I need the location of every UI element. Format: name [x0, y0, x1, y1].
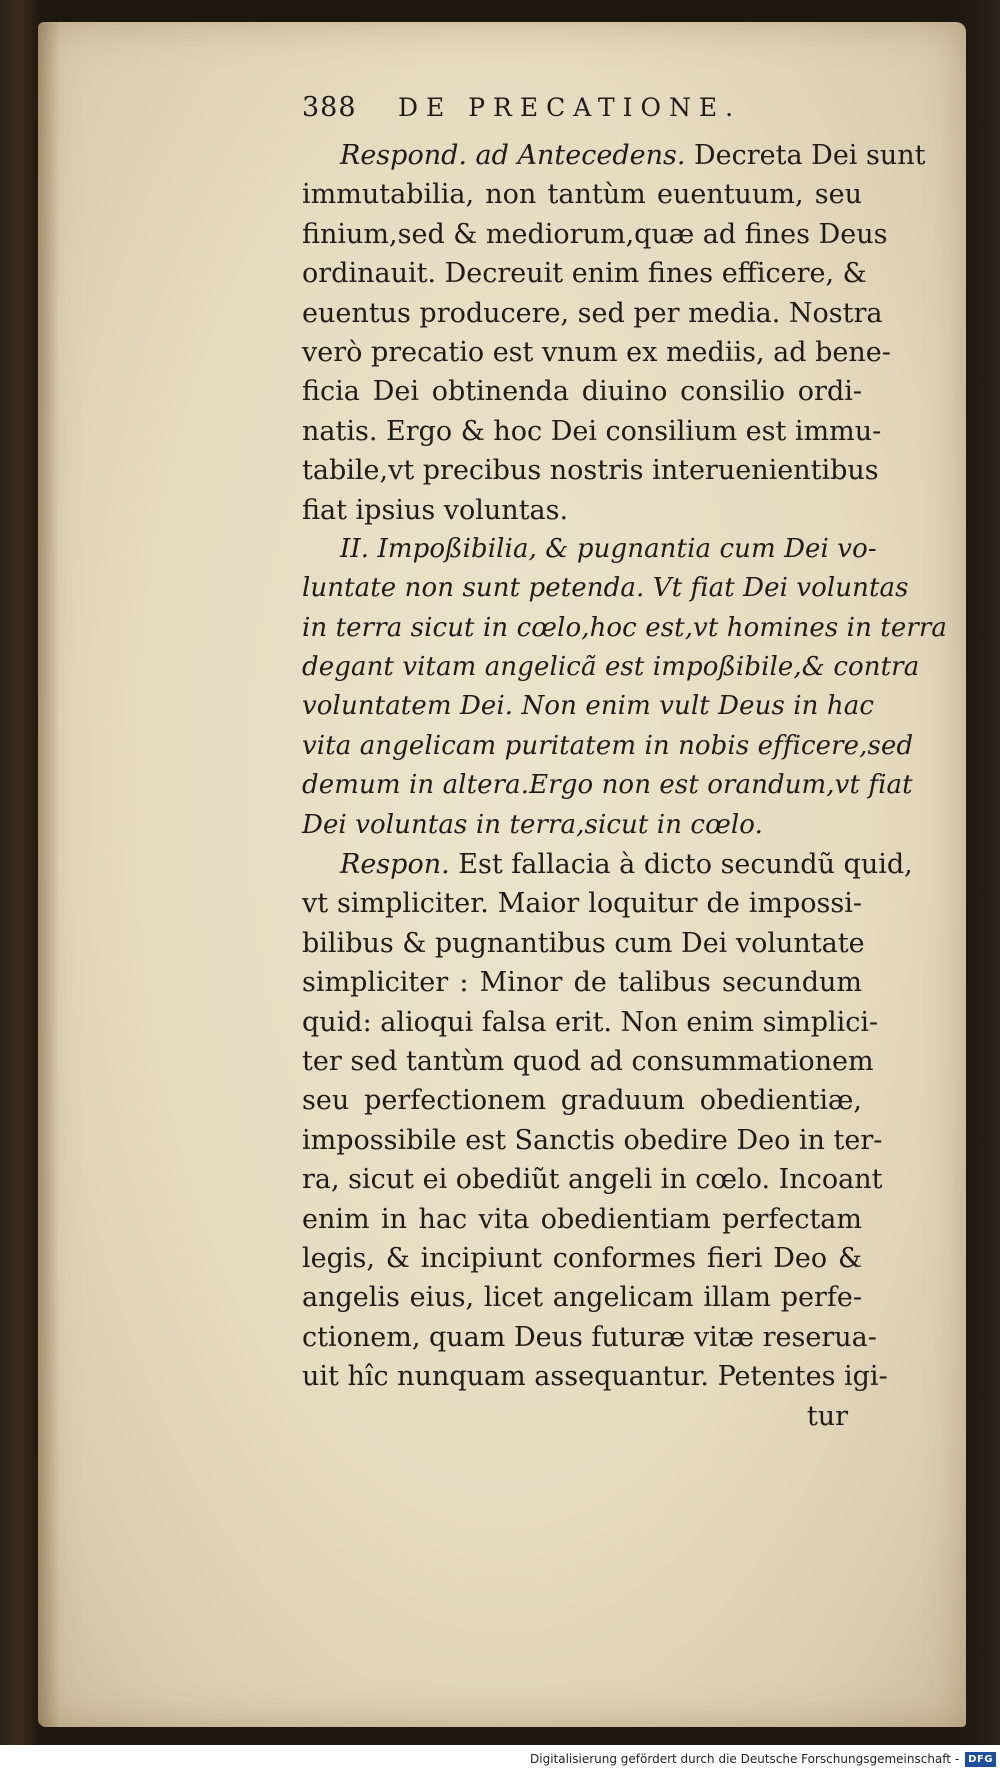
page-binding-shadow: [38, 22, 60, 1727]
line-text: impossibile est Sanctis obedire Deo in ter-: [302, 1124, 883, 1156]
line-text: ordinauit. Decreuit enim fines efficere, &: [302, 258, 867, 290]
line-text: euentus producere, sed per media. Nostra: [302, 297, 883, 329]
line-text: Dei voluntas in terra,sicut in cœlo.: [302, 809, 763, 840]
line-text: in terra sicut in cœlo,hoc est,vt homines in terra: [302, 612, 947, 643]
text-line: [302, 569, 909, 608]
text-line: [302, 136, 926, 175]
text-line: [302, 687, 874, 726]
line-text: angelis eius, licet angelicam illam perfe-: [302, 1282, 862, 1314]
text-line: [302, 1318, 877, 1357]
line-text: degant vitam angelicã est impoßibile,& contra: [302, 652, 920, 683]
text-block: [302, 78, 947, 1436]
footer-credit: Digitalisierung gefördert durch die Deutsche Forschungsgemeinschaft -: [530, 1752, 960, 1766]
text-line: [302, 727, 914, 766]
line-text: voluntatem Dei. Non enim vult Deus in hac: [302, 691, 874, 722]
line-text: vita angelicam puritatem in nobis efficere,sed: [302, 730, 914, 761]
line-text: demum in altera.Ergo non est orandum,vt fiat: [302, 770, 913, 801]
text-line: [302, 1003, 879, 1042]
text-line: [302, 1160, 883, 1199]
text-line: [302, 609, 947, 648]
line-text: Est fallacia à dicto secundũ quid,: [449, 849, 913, 881]
line-text: natis. Ergo & hoc Dei consilium est immu-: [302, 415, 882, 447]
text-line: [302, 491, 862, 530]
text-line: [302, 1081, 862, 1120]
section-title: DE PRECATIONE.: [398, 92, 742, 122]
line-text: ficia Dei obtinenda diuino consilio ordi-: [302, 376, 862, 408]
line-text: seu perfectionem graduum obedientiæ,: [302, 1085, 862, 1117]
text-line: [302, 1042, 874, 1081]
text-line: [302, 333, 891, 372]
text-line: [302, 215, 888, 254]
text-line: [302, 884, 862, 923]
line-text: vt simpliciter. Maior loquitur de impossi-: [302, 888, 862, 920]
line-text: ter sed tantùm quod ad consummationem: [302, 1045, 874, 1077]
paragraph-lead: Respond. ad Antecedens.: [340, 140, 686, 171]
text-line: [302, 1121, 883, 1160]
line-text: verò precatio est vnum ex mediis, ad bene-: [302, 336, 891, 368]
line-text: enim in hac vita obedientiam perfectam: [302, 1203, 862, 1235]
text-line: [302, 530, 877, 569]
text-line: [302, 806, 862, 845]
line-text: Impoßibilia, & pugnantia cum Dei vo-: [369, 533, 877, 564]
line-text: ctionem, quam Deus futuræ vitæ reserua-: [302, 1321, 877, 1353]
digitization-footer: [0, 1745, 1000, 1773]
line-text: ra, sicut ei obediũt angeli in cœlo. Incoant: [302, 1164, 883, 1196]
text-line: [302, 1278, 862, 1317]
catchword: tur: [806, 1400, 848, 1432]
line-text: luntate non sunt petenda. Vt fiat Dei voluntas: [302, 573, 909, 604]
text-line: [302, 412, 882, 451]
paragraph-lead: Respon.: [340, 849, 450, 881]
body-lines: [302, 136, 947, 1397]
line-text: immutabilia, non tantùm euentuum, seu: [302, 179, 862, 211]
text-line: [302, 254, 867, 293]
line-text: legis, & incipiunt conformes fieri Deo &: [302, 1242, 862, 1274]
text-line: [302, 294, 883, 333]
line-text: uit hîc nunquam assequantur. Petentes igi-: [302, 1361, 888, 1393]
line-text: Decreta Dei sunt: [685, 140, 926, 171]
text-line: [302, 963, 862, 1002]
line-text: simpliciter : Minor de talibus secundum: [302, 967, 862, 999]
paragraph-lead: II.: [340, 533, 370, 564]
running-head: [302, 78, 862, 136]
text-line: [302, 1357, 888, 1396]
line-text: finium,sed & mediorum,quæ ad fines Deus: [302, 218, 888, 250]
text-line: [302, 924, 865, 963]
text-line: [302, 766, 913, 805]
line-text: quid: alioqui falsa erit. Non enim simplici-: [302, 1006, 879, 1038]
line-text: fiat ipsius voluntas.: [302, 494, 569, 526]
text-line: [302, 1239, 862, 1278]
text-line: [302, 845, 913, 884]
text-line: [302, 175, 862, 214]
text-line: [302, 1200, 862, 1239]
text-line: [302, 451, 879, 490]
line-text: bilibus & pugnantibus cum Dei voluntate: [302, 927, 865, 959]
text-line: [302, 372, 862, 411]
line-text: tabile,vt precibus nostris interuenientibus: [302, 455, 879, 487]
page-number: 388: [302, 91, 357, 123]
text-line: [302, 648, 920, 687]
dfg-logo-icon: DFG: [965, 1752, 996, 1767]
